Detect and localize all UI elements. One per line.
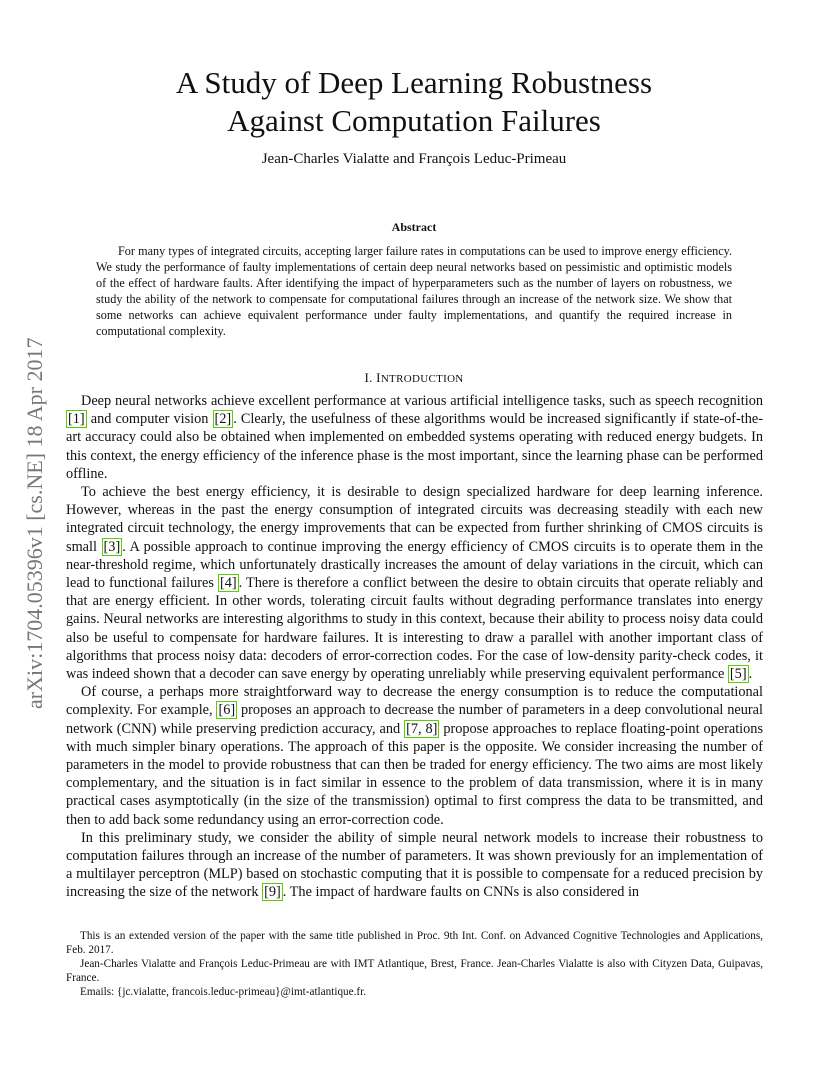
p2-text-c: . There is therefore a conflict between the desire to obtain circuits that operate reliably and that are energy efficient. In other words, tolerating circuit faults without degrading performance translates into energy gains. Neural networks are interesting algorithms to study in this context, because their ability to process noisy data could also be useful to compensate for hardware failures. It is interesting to draw a parallel with another important class of algorithms that process noisy data: decoders of error-correction codes. For the case of low-density parity-check codes, it was indeed shown that a decoder can save energy by operating unreliably while preserving equivalent performance (66, 575, 763, 683)
p4-text-a: In this preliminary study, we consider the ability of simple neural network models to increase their robustness to computation failures through an increase of the number of parameters. It was shown previously for an implementation of a multilayer perceptron (MLP) based on stochastic computing that it is possible to compensate for a reduced precision by increasing the size of the network (66, 829, 763, 901)
citation-link[interactable]: [7, 8] (406, 720, 438, 737)
section-title-rest: NTRODUCTION (380, 373, 464, 385)
p4-text-b: . The impact of hardware faults on CNNs is also considered in (282, 884, 640, 901)
citation-link[interactable]: [9] (264, 884, 281, 901)
footnote-emails: Emails: {jc.vialatte, francois.leduc-primeau}@imt-atlantique.fr. (80, 986, 367, 998)
p2-text-a: To achieve the best energy efficiency, it is desirable to design specialized hardware for deep learning inference. However, whereas in the past the energy consumption of integrated circuits was decreasing steadily with each new integrated circuit technology, the energy improvements that can be expected from further shrinking of CMOS circuits is small (66, 484, 763, 555)
p3-text-a: Of course, a perhaps more straightforward way to decrease the energy consumption is to reduce the computational complexity. For example, (66, 684, 763, 719)
citation-link[interactable]: [6] (218, 702, 236, 719)
citation-link[interactable]: [1] (68, 411, 85, 428)
section-heading-introduction (0, 370, 828, 386)
citation-link[interactable]: [2] (214, 411, 232, 428)
p3-text-b: proposes an approach to decrease the number of parameters in a deep convolutional neural network (CNN) while preserving prediction accuracy, and (66, 702, 763, 737)
authors: Jean-Charles Vialatte and François Leduc-Primeau (261, 151, 567, 167)
p2-text-d: . (748, 666, 753, 683)
p1-text-b: and computer vision (86, 411, 213, 428)
section-initial: I (376, 370, 381, 385)
abstract-heading: Abstract (391, 220, 437, 234)
p1-text-c: . Clearly, the usefulness of these algorithms would be increased significantly if state-of-the-art accuracy could also be obtained when implemented on embedded systems operating with reduced energy budgets. In this context, the energy efficiency of the inference phase is the most important, since the learning phase can be performed offline. (66, 411, 763, 482)
paragraph-2 (66, 483, 763, 683)
paragraph-1 (66, 392, 763, 483)
citation-link[interactable]: [3] (103, 538, 121, 555)
paragraph-3 (66, 683, 763, 829)
title-line-1: A Study of Deep Learning Robustness (175, 65, 653, 100)
citation-link[interactable]: [5] (729, 666, 747, 683)
footnotes (66, 929, 763, 999)
p1-text-a: Deep neural networks achieve excellent performance at various artificial intelligence tasks, such as speech recognition (81, 393, 763, 409)
abstract-text: For many types of integrated circuits, accepting larger failure rates in computations can be used to improve energy efficiency. We study the performance of faulty implementations of certain deep neural networks based on pessimistic and optimistic models of the effect of hardware faults. After identifying the impact of hyperparameters such as the number of layers on robustness, we study the ability of the network to compensate for computational failures through an increase of the network size. We show that some networks can achieve equivalent performance under faulty implementations, and quantify the required increase in computational complexity. (96, 244, 732, 338)
paragraph-4 (66, 829, 763, 902)
body-text (66, 392, 763, 902)
citation-link[interactable]: [4] (219, 575, 237, 592)
p2-text-b: . A possible approach to continue improving the energy efficiency of CMOS circuits is to operate them in the near-threshold regime, which unfortunately drastically increases the amount of delay variations in the circuit, which can lead to functional failures (66, 538, 763, 592)
arxiv-side-label: arXiv:1704.05396v1 [cs.NE] 18 Apr 2017 (22, 337, 47, 709)
section-number: I. (364, 370, 377, 385)
footnote-extended-version: This is an extended version of the paper with the same title published in Proc. 9th Int. Conf. on Advanced Cognitive Technologies and Applications, Feb. 2017. (66, 930, 763, 956)
p3-text-c: propose approaches to replace floating-point operations with much simpler binary operations. The approach of this paper is the opposite. We consider increasing the number of parameters in the model to provide robustness that can then be traded for energy efficiency. The two aims are most likely complementary, and the situation is in fact similar in essence to the problem of data transmission, where it is in many practical cases asymptotically (in the size of the transmission) optimal to first compress the data to be transmitted, and then to add back some redundancy using an error-correction code. (66, 720, 764, 828)
footnote-affiliations: Jean-Charles Vialatte and François Leduc-Primeau are with IMT Atlantique, Brest, France. Jean-Charles Vialatte is also with Cityzen Data, Guipavas, France. (66, 958, 763, 984)
paper-title (0, 64, 828, 140)
title-line-2: Against Computation Failures (227, 103, 601, 138)
